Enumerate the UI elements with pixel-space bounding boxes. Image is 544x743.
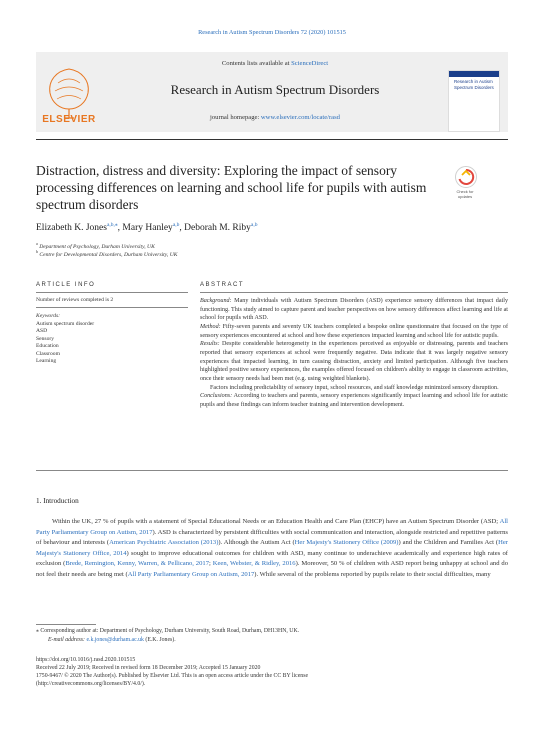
citation-link[interactable]: Brede, Remington, Kenny, Warren, & Pellicano, 2017 [65,560,209,568]
article-info-heading: ARTICLE INFO [36,282,96,288]
affiliation-marker: b [36,249,38,254]
author-list: Elizabeth K. Jones$^{a,b,⁎}$, Mary Hanley$^{a,b}$, Deborah M. Riby$^{a,b}$ [36,222,258,234]
header-divider [36,139,508,140]
abstract-heading: ABSTRACT [200,282,245,288]
keyword: Autism spectrum disorder [36,321,95,327]
keyword: Education [36,343,59,350]
keywords-label: Keywords: [36,313,61,319]
updates-icon [455,166,477,188]
article-info-rule [36,292,188,293]
author-name[interactable]: Mary Hanley [122,223,173,234]
article-info-rule [36,307,188,308]
abstract-results: Results: Despite considerable heterogeneity in the experiences perceived as enjoyable or distressing, parents and teachers reported that sensory experiences at school were frequently negative. Data indicate that it was largely negative sensory experiences that impacted learning, in turn causing distraction, anxiety and limited participation. Although five teachers highlighted positive sensory experiences, the examples offered focused on children's ability to engage in classroom activities, once their sensory needs had been met (e.g. using weighted blankets). [200,341,508,382]
section-heading-introduction: 1. Introduction [36,497,79,505]
citation-link[interactable]: Her Majesty's Stationery Office (2009) [294,539,399,547]
introduction-body [36,517,508,581]
author-name[interactable]: Elizabeth K. Jones [36,223,107,234]
citation-link[interactable]: All Party Parliamentary Group on Autism, 2017 [36,518,508,536]
method-label: Method: [200,323,221,330]
conclusions-label: Conclusions: [200,393,233,400]
journal-homepage-link[interactable]: www.elsevier.com/locate/rasd [260,114,340,121]
email-label: E-mail address: [48,637,87,643]
journal-citation[interactable]: Research in Autism Spectrum Disorders 72 (2020) 101515 [198,29,346,36]
homepage-prefix: journal homepage: [210,114,261,121]
cover-bar [449,71,499,77]
citation-link[interactable]: Her Majesty's Stationery Office, 2014 [36,539,508,557]
received-dates: Received 22 July 2019; Received in revised form 18 December 2019; Accepted 15 January 2020 [36,665,261,671]
contents-prefix: Contents lists available at [221,60,292,67]
citation-link[interactable]: American Psychiatric Association (2013) [109,539,219,547]
keyword: Classroom [36,350,60,357]
abstract-rule [200,292,508,293]
keyword: Learning [36,358,57,365]
abstract-background: Background: Many individuals with Autism Spectrum Disorders (ASD) experience sensory differences that impact daily functioning. This study aimed to capture parent and teacher perspectives on how sensory differences affect learning and life at school for pupils with ASD. [200,298,508,322]
corresponding-author-note: ⁎ Corresponding author at: Department of Psychology, Durham University, South Road, Durham, DH13HN, UK. [36,628,300,634]
keyword-list [36,321,94,365]
author-name[interactable]: Deborah M. Riby [184,223,251,234]
abstract-bottom-rule [36,470,508,471]
email-link[interactable]: e.k.jones@durham.ac.uk [86,637,144,643]
publisher-name: ELSEVIER [42,114,96,125]
article-title: Distraction, distress and diversity: Exploring the impact of sensory processing differences on learning and school life for pupils with autism spectrum disorders [36,163,427,212]
footnote-rule [36,624,96,625]
updates-label: Check for updates [456,189,474,199]
background-label: Background: [200,298,232,304]
abstract-body [200,297,508,410]
journal-title: Research in Autism Spectrum Disorders [170,82,380,97]
reviews-completed: Number of reviews completed is 2 [36,297,114,303]
check-for-updates-badge[interactable] [450,166,480,204]
keyword: Sensory [36,335,55,342]
affiliation [36,249,177,258]
author-affiliation-marker[interactable]: a,b [250,222,258,228]
cover-title: Research in Autism Spectrum Disorders [454,79,494,90]
keyword: ASD [36,328,48,335]
citation-link[interactable]: Keen, Webster, & Ridley, 2016 [212,560,296,568]
affiliation-marker: a [36,241,38,246]
license-statement: 1750-9467/ © 2020 The Author(s). Published by Elsevier Ltd. This is an open access article under the CC BY license [36,673,309,679]
abstract-conclusions: Conclusions: According to teachers and parents, sensory experiences significantly impact learning and school life for autistic pupils and these findings can inform teacher training and intervention development. [200,393,508,408]
journal-cover-thumbnail [448,70,500,132]
author-affiliation-marker[interactable]: a,b,⁎ [106,222,118,228]
affiliation-text: Department of Psychology, Durham University, UK [39,243,155,250]
homepage-line [110,114,440,121]
email-note: E-mail address: e.k.jones@durham.ac.uk (E.K. Jones). [48,637,176,643]
abstract-results-continued: Factors including predictability of sensory input, school resources, and staff knowledge minimized sensory disruption. [210,384,499,391]
citation-link[interactable]: All Party Parliamentary Group on Autism, 2017 [127,570,255,578]
affiliation-text: Centre for Developmental Disorders, Durham University, UK [39,251,178,258]
license-url[interactable]: (http://creativecommons.org/licenses/BY/4.0/). [36,681,146,687]
abstract-method: Method: Fifty-seven parents and seventy UK teachers completed a bespoke online questionnaire that focused on the type of sensory experiences encountered at school and how these experiences impacted learning and school life for autistic pupils. [200,323,508,339]
introduction-paragraph: Within the UK, 27 % of pupils with a statement of Special Educational Needs or an Education Health and Care Plan (EHCP) have an Autism Spectrum Disorder (ASD; All Party Parliamentary Group on Autism, 2017). ASD is characterized by persistent difficulties with social communication and interaction, alongside restricted and repetitive patterns of behaviour and interests (American Psychiatric Association (2013)). Although the Autism Act (Her Majesty's Stationery Office (2009)) and the Children and Families Act (Her Majesty's Stationery Office, 2014) sought to improve educational outcomes for children with ASD, many continue to underachieve academically and experience high rates of exclusion (Brede, Remington, Kenny, Warren, & Pellicano, 2017; Keen, Webster, & Ridley, 2016). Moreover, 50 % of children with ASD report being unhappy at school and do not feel their needs are being met (All Party Parliamentary Group on Autism, 2017). While several of the problems reported by pupils relate to their social difficulties, many [36,518,508,578]
sciencedirect-link[interactable]: ScienceDirect [291,60,329,67]
contents-line [110,60,440,67]
results-label: Results: [200,341,220,348]
author-affiliation-marker[interactable]: a,b [172,222,180,228]
doi-link[interactable]: https://doi.org/10.1016/j.rasd.2020.101515 [36,657,136,663]
